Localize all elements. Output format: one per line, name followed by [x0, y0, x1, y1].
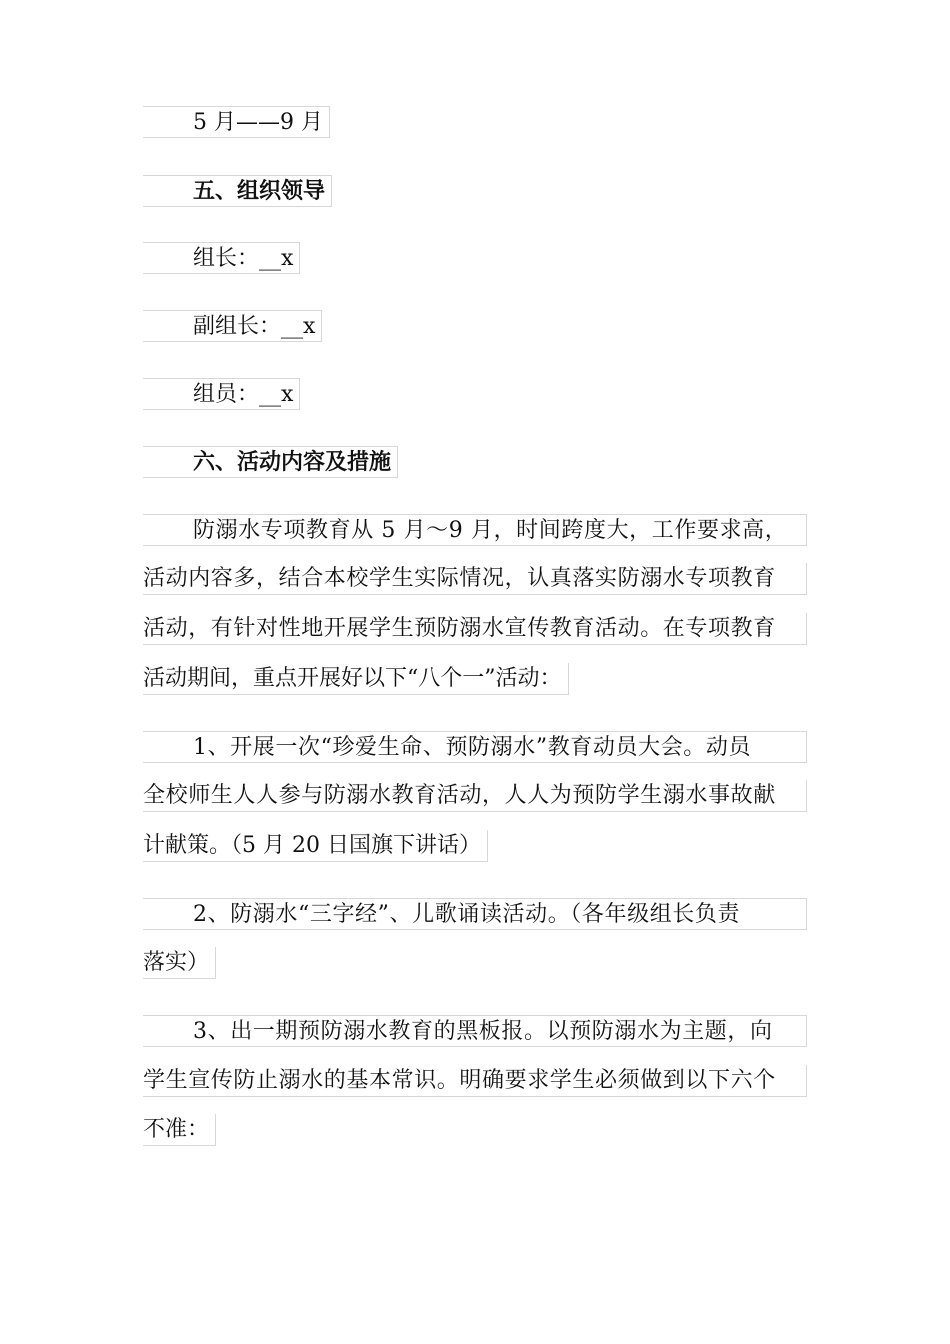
paragraph-line: 防溺水专项教育从 5 月～9 月，时间跨度大，工作要求高，: [143, 514, 807, 546]
section-heading-activities: 六、活动内容及措施: [143, 446, 398, 478]
activity-item-3-line: 3、出一期预防溺水教育的黑板报。以预防溺水为主题，向: [143, 1015, 807, 1047]
activity-item-2-line: 落实）: [143, 947, 216, 979]
deputy-team-leader: 副组长：__x: [143, 310, 322, 342]
activity-item-1-line: 计献策。（5 月 20 日国旗下讲话）: [143, 830, 488, 862]
activity-item-2-line: 2、防溺水“三字经”、儿歌诵读活动。（各年级组长负责: [143, 898, 807, 930]
section-heading-organization: 五、组织领导: [143, 175, 332, 207]
paragraph-line: 活动，有针对性地开展学生预防溺水宣传教育活动。在专项教育: [143, 613, 807, 645]
team-leader: 组长：__x: [143, 242, 300, 274]
activity-item-1-line: 全校师生人人参与防溺水教育活动，人人为预防学生溺水事故献: [143, 780, 807, 812]
activity-item-3-line: 学生宣传防止溺水的基本常识。明确要求学生必须做到以下六个: [143, 1065, 807, 1097]
time-range: 5 月——9 月: [143, 106, 330, 138]
activity-item-3-line: 不准：: [143, 1114, 216, 1146]
team-members: 组员：__x: [143, 378, 300, 410]
paragraph-line: 活动期间，重点开展好以下“八个一”活动：: [143, 663, 569, 695]
activity-item-1-line: 1、开展一次“珍爱生命、预防溺水”教育动员大会。动员: [143, 731, 807, 763]
paragraph-line: 活动内容多，结合本校学生实际情况，认真落实防溺水专项教育: [143, 563, 807, 595]
